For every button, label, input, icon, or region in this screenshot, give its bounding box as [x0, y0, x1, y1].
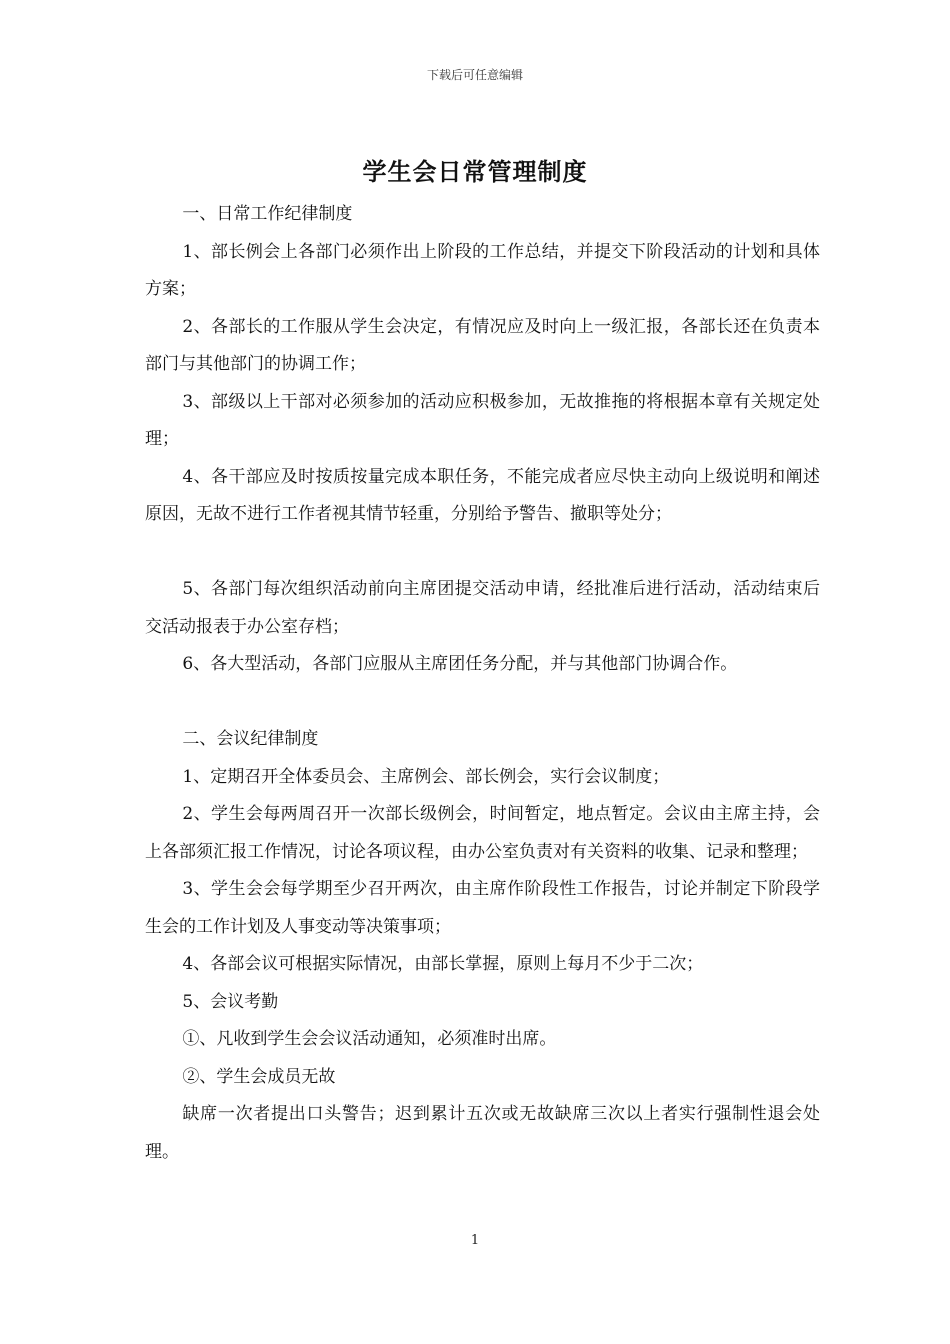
paragraph: ②、学生会成员无故: [182, 1066, 336, 1087]
paragraph: 4、各干部应及时按质按量完成本职任务，不能完成者应尽快主动向上级说明和阐述原因，无故不进行工作者视其情节轻重，分别给予警告、撤职等处分；: [145, 466, 820, 524]
paragraph: 4、各部会议可根据实际情况，由部长掌握，原则上每月不少于二次；: [182, 954, 704, 974]
paragraph: 2、学生会每两周召开一次部长级例会，时间暂定，地点暂定。会议由主席主持，会上各部须汇报工作情况，讨论各项议程，由办公室负责对有关资料的收集、记录和整理；: [145, 804, 820, 862]
paragraph: 3、学生会会每学期至少召开两次，由主席作阶段性工作报告，讨论并制定下阶段学生会的工作计划及人事变动等决策事项；: [145, 879, 820, 937]
document-body: [145, 196, 820, 1171]
paragraph: 1、部长例会上各部门必须作出上阶段的工作总结，并提交下阶段活动的计划和具体方案；: [145, 241, 820, 299]
paragraph: 6、各大型活动，各部门应服从主席团任务分配，并与其他部门协调合作。: [182, 654, 738, 674]
blank-line: [145, 534, 820, 572]
paragraph: 5、会议考勤: [182, 991, 279, 1012]
section-heading-1: 一、日常工作纪律制度: [182, 204, 353, 224]
paragraph: 1、定期召开全体委员会、主席例会、部长例会，实行会议制度；: [182, 766, 670, 787]
page-header: 下载后可任意编辑: [426, 68, 523, 82]
section-heading-2: 二、会议纪律制度: [182, 729, 319, 749]
blank-line: [145, 684, 820, 722]
paragraph: ①、凡收到学生会会议活动通知，必须准时出席。: [182, 1029, 557, 1049]
document-title: 学生会日常管理制度: [362, 157, 588, 186]
paragraph: 缺席一次者提出口头警告；迟到累计五次或无故缺席三次以上者实行强制性退会处理。: [145, 1104, 820, 1162]
paragraph: 5、各部门每次组织活动前向主席团提交活动申请，经批准后进行活动，活动结束后交活动报表于办公室存档；: [145, 579, 820, 637]
page-number: 1: [470, 1233, 480, 1248]
paragraph: 3、部级以上干部对必须参加的活动应积极参加，无故推拖的将根据本章有关规定处理；: [145, 391, 820, 449]
paragraph: 2、各部长的工作服从学生会决定，有情况应及时向上一级汇报，各部长还在负责本部门与其他部门的协调工作；: [145, 316, 820, 374]
